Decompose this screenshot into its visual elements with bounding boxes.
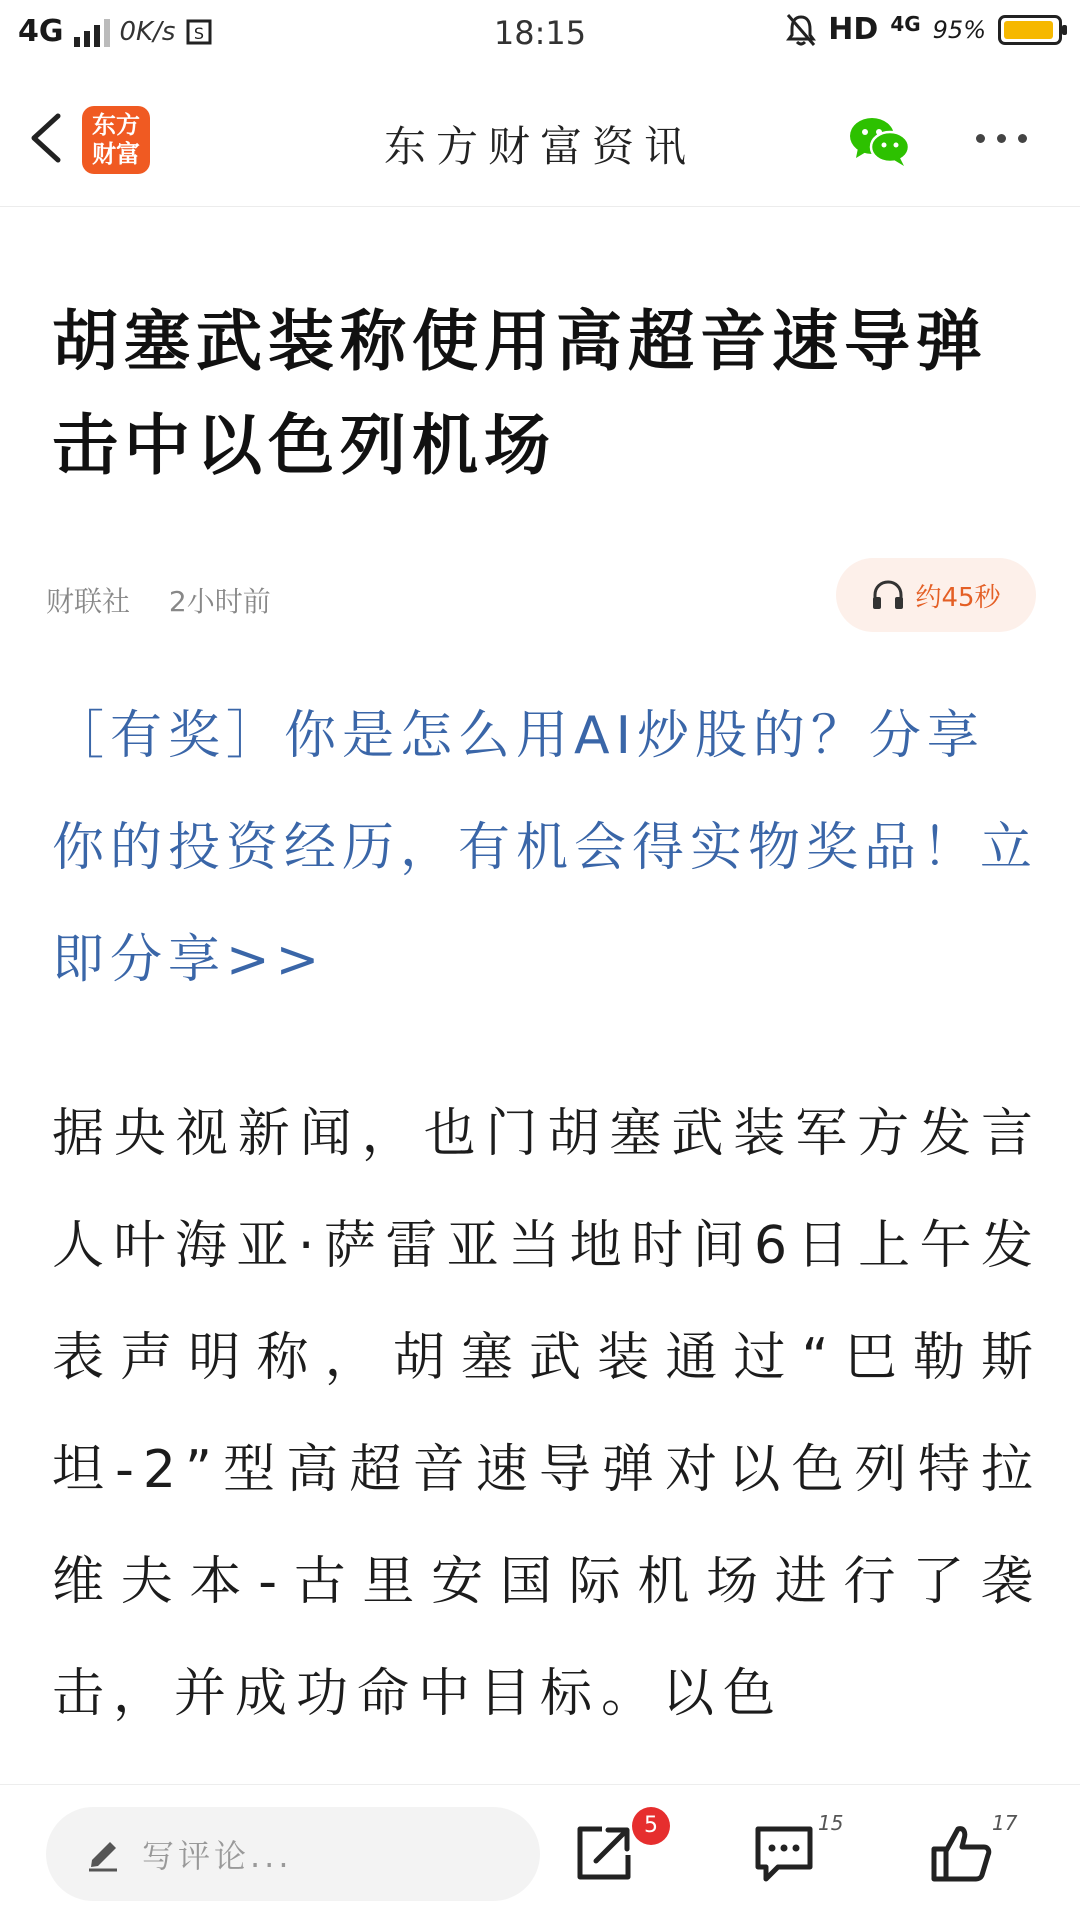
pencil-icon [86,1836,120,1872]
battery-percent: 95% [932,15,986,44]
clock: 18:15 [493,14,587,52]
audio-duration: 约45秒 [915,582,1001,613]
logo-text-bottom: 财富 [92,140,140,168]
network-small: 4G [890,12,921,36]
promo-link[interactable]: ［有奖］你是怎么用AI炒股的？分享你的投资经历，有机会得实物奖品！立即分享>> [52,706,1039,990]
status-right [786,12,1062,47]
headphones-icon [871,579,905,611]
status-bar [0,0,1080,70]
network-type: 4G [18,14,64,49]
comment-count: 15 [818,1811,844,1835]
page-title: 东方财富资讯 [383,122,696,171]
share-icon[interactable] [572,1821,636,1885]
article-source: 财联社 [46,585,131,618]
hd-indicator: HD [828,12,879,47]
like-count: 17 [992,1811,1018,1835]
audio-play-button[interactable] [836,558,1036,632]
wechat-icon[interactable] [848,114,912,168]
logo-text-top: 东方 [92,111,140,139]
article-time: 2小时前 [168,585,271,618]
app-header [0,70,1080,207]
comment-placeholder: 写评论... [142,1837,293,1875]
share-badge: 5 [632,1807,670,1845]
network-speed: 0K/s [119,16,176,47]
svg-text:S: S [194,23,205,43]
article-body: 据央视新闻，也门胡塞武装军方发言人叶海亚·萨雷亚当地时间6日上午发表声明称，胡塞武装通过“巴勒斯坦-2”型高超音速导弹对以色列特拉维夫本-古里安国际机场进行了袭击，并成功命中目标。以色 [52,1104,1042,1724]
like-icon[interactable] [930,1821,994,1885]
more-icon[interactable] [976,134,1027,143]
bottom-action-bar [0,1784,1080,1921]
battery-icon [998,15,1062,45]
comment-icon[interactable] [752,1821,816,1885]
article-meta [46,580,271,620]
article-headline: 胡塞武装称使用高超音速导弹击中以色列机场 [52,303,988,484]
comment-input[interactable] [46,1807,540,1901]
mute-bell-icon [786,13,816,47]
